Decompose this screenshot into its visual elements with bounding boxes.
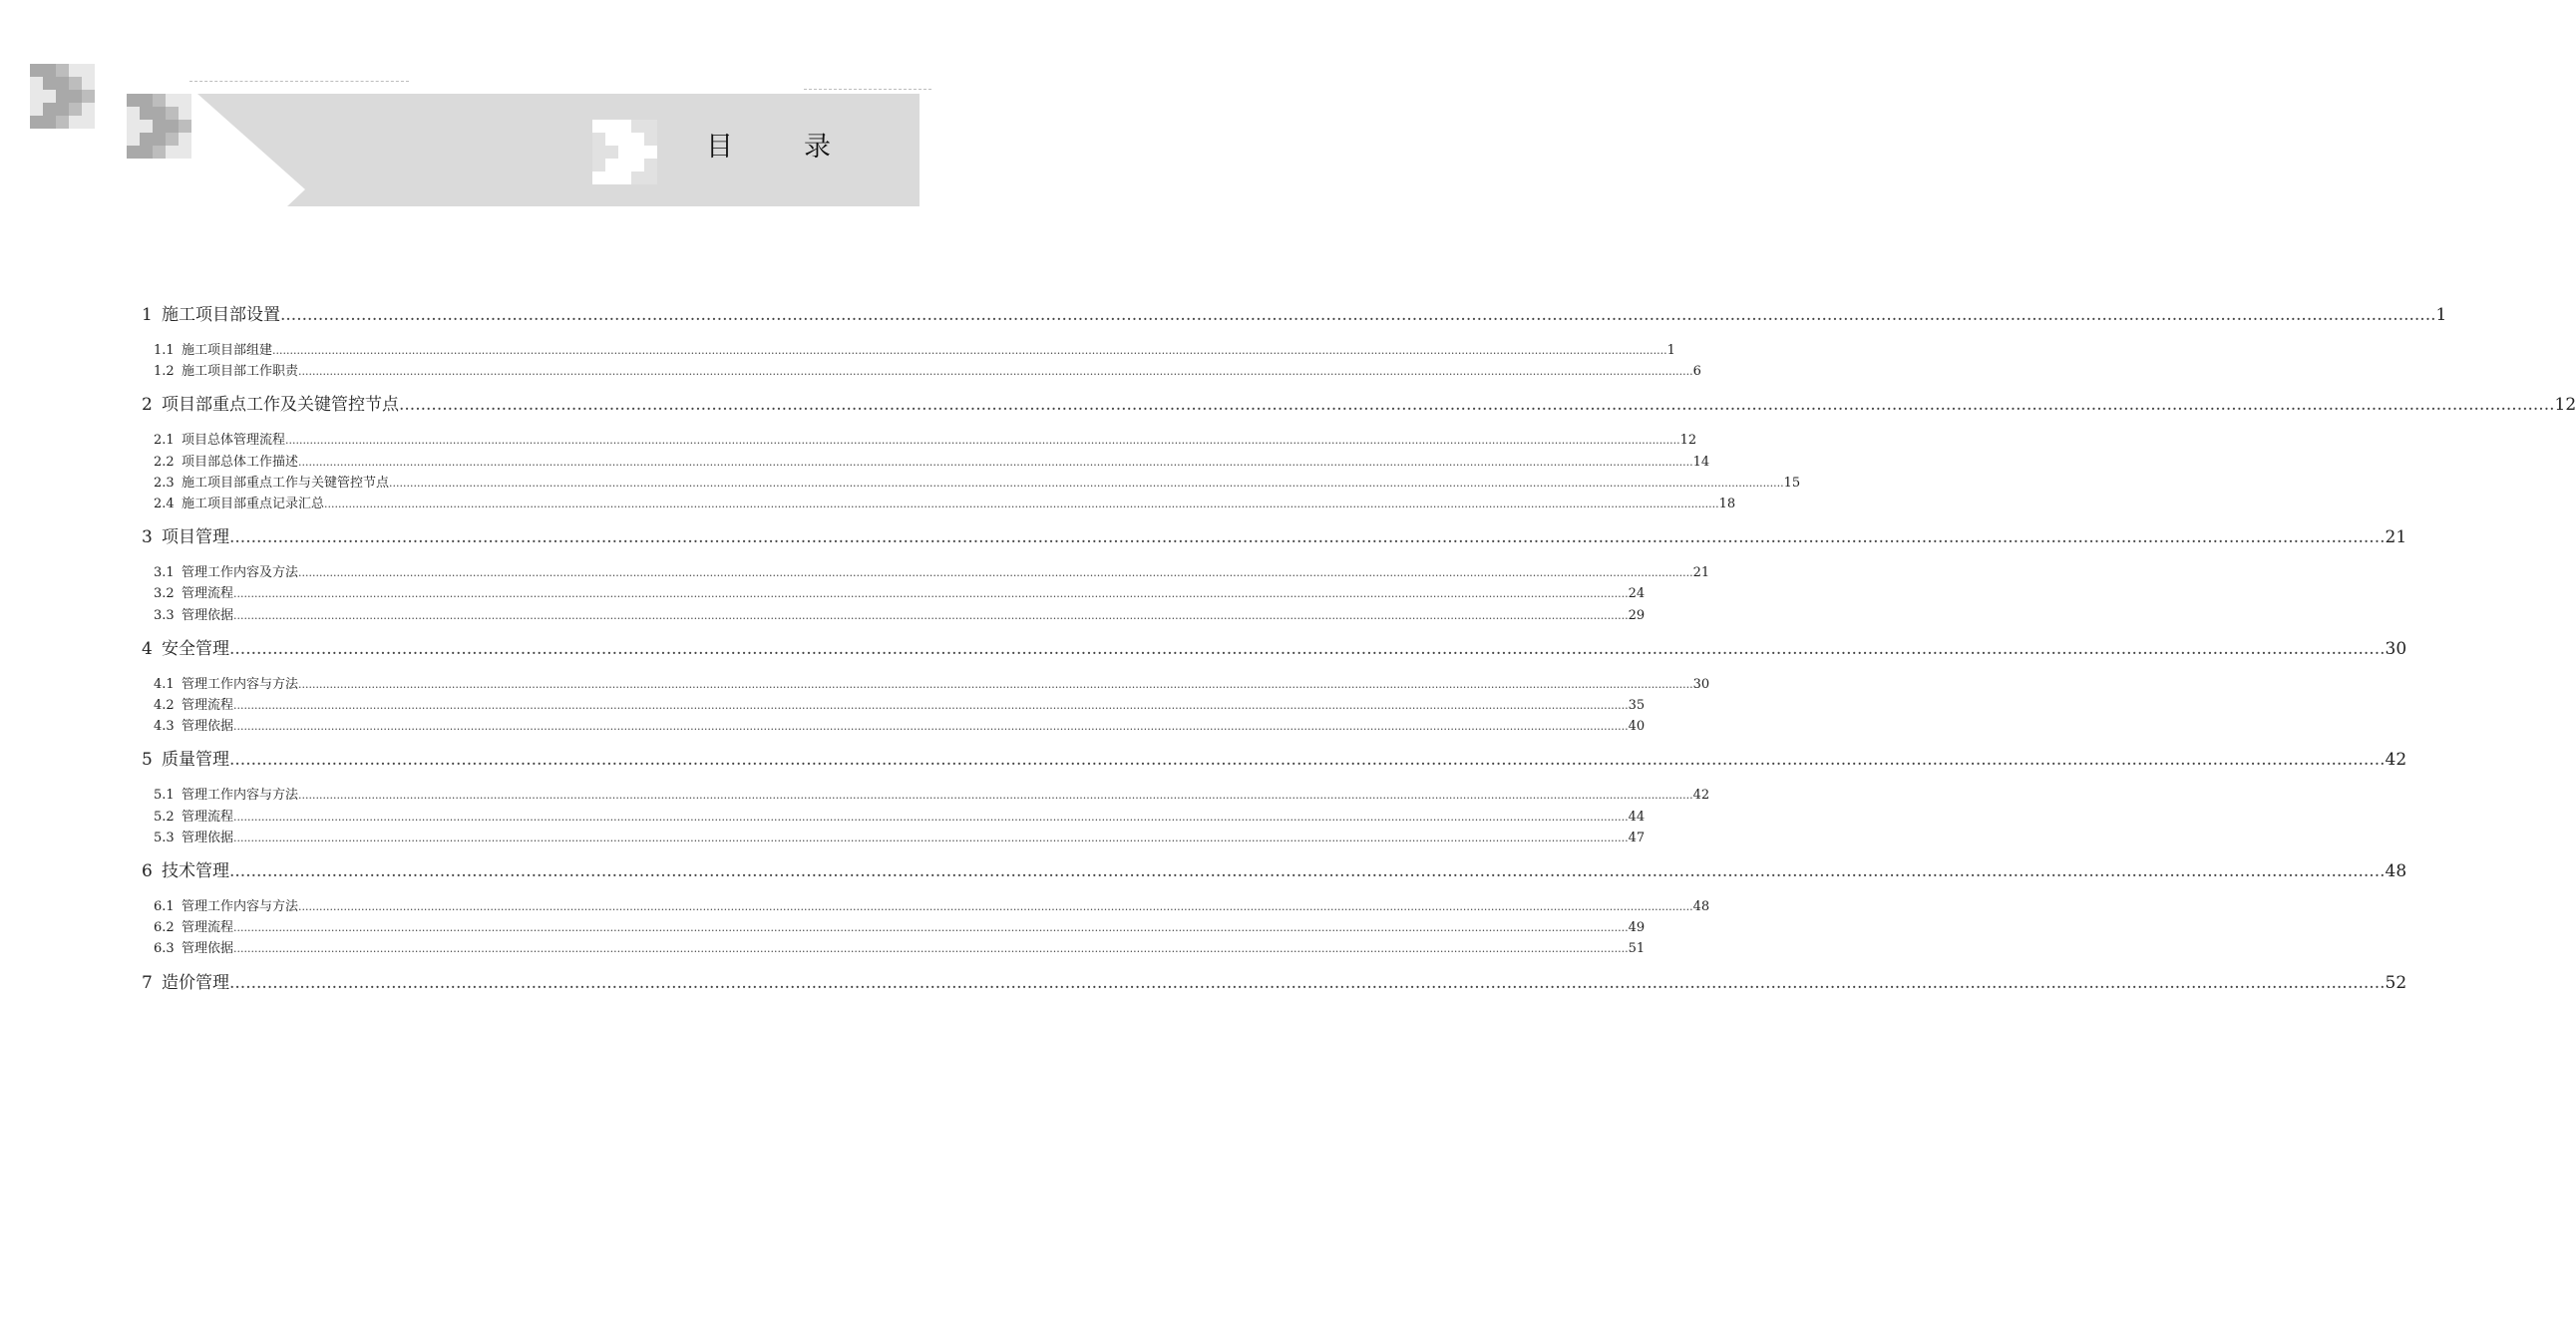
toc-section-entry[interactable]: [142, 452, 1710, 473]
toc-leader: ................................................................................................................................................................................................................................................................................................................................................................................................................: [298, 455, 1693, 469]
toc-number: 4.3: [154, 719, 175, 735]
toc-page-number: 47: [1628, 830, 1646, 845]
toc-section-entry[interactable]: [142, 361, 1701, 382]
toc-number: 4: [142, 638, 153, 659]
toc-number: 3.2: [154, 586, 175, 602]
toc-title: 造价管理: [162, 972, 229, 993]
toc-section-entry[interactable]: [142, 896, 1710, 917]
toc-leader: ................................................................................................................................................................................................................................................................................................................................................................................................................: [272, 344, 1667, 357]
toc-chapter-entry[interactable]: [142, 744, 2407, 776]
toc-chapter-entry[interactable]: [142, 389, 2576, 421]
chevron-pattern-icon: [592, 120, 657, 184]
toc-page-number: 12: [1679, 433, 1697, 449]
toc-leader: ................................................................................................................................................................................................................................................................................................................................................................................................................: [285, 434, 1680, 448]
toc-title: 项目管理: [162, 527, 229, 548]
toc-page-number: 14: [1692, 454, 1710, 470]
toc-leader: ................................................................................................................................................................................................................................................................................................................................................................................................................: [229, 750, 2386, 771]
toc-title: 施工项目部重点工作与关键管控节点: [182, 475, 390, 491]
toc-chapter-entry[interactable]: [142, 855, 2407, 887]
toc-section-entry[interactable]: [142, 430, 1697, 451]
toc-number: 6.2: [154, 920, 175, 936]
toc-page-number: 1: [2435, 305, 2447, 325]
toc-title: 管理工作内容与方法: [182, 676, 299, 692]
toc-page-number: 30: [1692, 676, 1710, 692]
header-decoration: [0, 0, 947, 229]
toc-number: 4.1: [154, 676, 175, 692]
toc-leader: ................................................................................................................................................................................................................................................................................................................................................................................................................: [280, 305, 2436, 325]
toc-leader: ................................................................................................................................................................................................................................................................................................................................................................................................................: [233, 810, 1629, 824]
toc-title: 施工项目部设置: [162, 305, 280, 325]
toc-page-number: 24: [1628, 586, 1646, 602]
toc-page-number: 12: [2554, 395, 2576, 416]
toc-number: 2: [142, 395, 153, 416]
toc-section-entry[interactable]: [142, 473, 1801, 494]
toc-leader: ................................................................................................................................................................................................................................................................................................................................................................................................................: [389, 476, 1784, 490]
toc-leader: ................................................................................................................................................................................................................................................................................................................................................................................................................: [233, 921, 1629, 935]
toc-title: 管理流程: [182, 698, 234, 714]
toc-page-number: 18: [1718, 497, 1736, 512]
toc-section-entry[interactable]: [142, 695, 1646, 716]
toc-title: 施工项目部重点记录汇总: [182, 497, 325, 512]
toc-section-entry[interactable]: [142, 828, 1646, 848]
toc-leader: ................................................................................................................................................................................................................................................................................................................................................................................................................: [229, 861, 2386, 882]
toc-page-number: 1: [1666, 343, 1675, 358]
toc-number: 1.1: [154, 343, 175, 358]
toc-chapter-entry[interactable]: [142, 299, 2447, 331]
toc-section-entry[interactable]: [142, 494, 1736, 514]
toc-number: 6: [142, 861, 153, 882]
toc-section-entry[interactable]: [142, 917, 1646, 938]
toc-number: 5.1: [154, 788, 175, 804]
toc-number: 2.2: [154, 454, 175, 470]
toc-leader: ................................................................................................................................................................................................................................................................................................................................................................................................................: [229, 638, 2386, 659]
toc-section-entry[interactable]: [142, 583, 1646, 604]
chevron-pattern-icon: [30, 64, 95, 129]
toc-page-number: 30: [2385, 638, 2407, 659]
dashed-rule: [189, 81, 409, 82]
table-of-contents: [142, 299, 2576, 999]
toc-page-number: 6: [1692, 364, 1701, 380]
toc-leader: ................................................................................................................................................................................................................................................................................................................................................................................................................: [324, 498, 1719, 511]
toc-number: 3.3: [154, 607, 175, 623]
toc-section-entry[interactable]: [142, 785, 1710, 806]
toc-number: 6.3: [154, 941, 175, 957]
header-banner: [0, 0, 947, 229]
toc-title: 管理流程: [182, 920, 234, 936]
toc-page-number: 15: [1783, 475, 1801, 491]
toc-title: 管理依据: [182, 830, 234, 845]
toc-chapter-entry[interactable]: [142, 521, 2407, 553]
toc-title: 管理依据: [182, 719, 234, 735]
toc-title: 管理工作内容及方法: [182, 565, 299, 581]
toc-title: 管理流程: [182, 586, 234, 602]
toc-title: 管理工作内容与方法: [182, 899, 299, 915]
toc-number: 5.2: [154, 809, 175, 825]
toc-section-entry[interactable]: [142, 340, 1675, 361]
toc-number: 5: [142, 750, 153, 771]
toc-page-number: 51: [1628, 941, 1646, 957]
toc-leader: ................................................................................................................................................................................................................................................................................................................................................................................................................: [399, 395, 2555, 416]
toc-title: 安全管理: [162, 638, 229, 659]
toc-title: 项目部重点工作及关键管控节点: [162, 395, 399, 416]
toc-leader: ................................................................................................................................................................................................................................................................................................................................................................................................................: [229, 972, 2386, 993]
toc-section-entry[interactable]: [142, 807, 1646, 828]
toc-title: 质量管理: [162, 750, 229, 771]
toc-number: 1.2: [154, 364, 175, 380]
toc-leader: ................................................................................................................................................................................................................................................................................................................................................................................................................: [233, 831, 1629, 844]
toc-chapter-entry[interactable]: [142, 967, 2407, 999]
toc-leader: ................................................................................................................................................................................................................................................................................................................................................................................................................: [233, 699, 1629, 713]
toc-page-number: 44: [1628, 809, 1646, 825]
toc-page-number: 29: [1628, 607, 1646, 623]
toc-leader: ................................................................................................................................................................................................................................................................................................................................................................................................................: [298, 677, 1693, 691]
toc-number: 3: [142, 527, 153, 548]
toc-number: 6.1: [154, 899, 175, 915]
toc-leader: ................................................................................................................................................................................................................................................................................................................................................................................................................: [298, 900, 1693, 914]
toc-page-number: 35: [1628, 698, 1646, 714]
toc-title: 管理工作内容与方法: [182, 788, 299, 804]
toc-page-number: 48: [1692, 899, 1710, 915]
toc-number: 3.1: [154, 565, 175, 581]
toc-leader: ................................................................................................................................................................................................................................................................................................................................................................................................................: [233, 942, 1629, 956]
toc-leader: ................................................................................................................................................................................................................................................................................................................................................................................................................: [298, 566, 1693, 580]
toc-title: 管理依据: [182, 941, 234, 957]
toc-section-entry[interactable]: [142, 716, 1646, 737]
toc-page-number: 42: [1692, 788, 1710, 804]
toc-section-entry[interactable]: [142, 674, 1710, 695]
toc-number: 2.3: [154, 475, 175, 491]
toc-leader: ................................................................................................................................................................................................................................................................................................................................................................................................................: [233, 587, 1629, 601]
toc-page-number: 21: [2385, 527, 2407, 548]
toc-chapter-entry[interactable]: [142, 633, 2407, 665]
toc-number: 2.4: [154, 497, 175, 512]
toc-title: 管理流程: [182, 809, 234, 825]
toc-page-number: 21: [1692, 565, 1710, 581]
toc-page-number: 49: [1628, 920, 1646, 936]
toc-page-number: 48: [2385, 861, 2407, 882]
toc-title: 项目总体管理流程: [182, 433, 286, 449]
toc-number: 5.3: [154, 830, 175, 845]
toc-leader: ................................................................................................................................................................................................................................................................................................................................................................................................................: [298, 789, 1693, 803]
toc-page-number: 42: [2385, 750, 2407, 771]
toc-title: 施工项目部组建: [182, 343, 273, 358]
toc-leader: ................................................................................................................................................................................................................................................................................................................................................................................................................: [233, 608, 1629, 622]
toc-page-number: 40: [1628, 719, 1646, 735]
toc-number: 4.2: [154, 698, 175, 714]
toc-title: 项目部总体工作描述: [182, 454, 299, 470]
dashed-rule: [804, 89, 931, 90]
toc-page-number: 52: [2385, 972, 2407, 993]
toc-number: 2.1: [154, 433, 175, 449]
toc-leader: ................................................................................................................................................................................................................................................................................................................................................................................................................: [233, 720, 1629, 734]
toc-number: 7: [142, 972, 153, 993]
toc-section-entry[interactable]: [142, 605, 1646, 626]
toc-section-entry[interactable]: [142, 938, 1646, 959]
toc-title: 技术管理: [162, 861, 229, 882]
toc-leader: ................................................................................................................................................................................................................................................................................................................................................................................................................: [298, 365, 1693, 379]
toc-title: 管理依据: [182, 607, 234, 623]
toc-number: 1: [142, 305, 153, 325]
toc-section-entry[interactable]: [142, 562, 1710, 583]
toc-leader: ................................................................................................................................................................................................................................................................................................................................................................................................................: [229, 527, 2386, 548]
toc-title: 施工项目部工作职责: [182, 364, 299, 380]
chevron-pattern-icon: [127, 94, 191, 159]
page-title: 目 录: [706, 132, 853, 163]
